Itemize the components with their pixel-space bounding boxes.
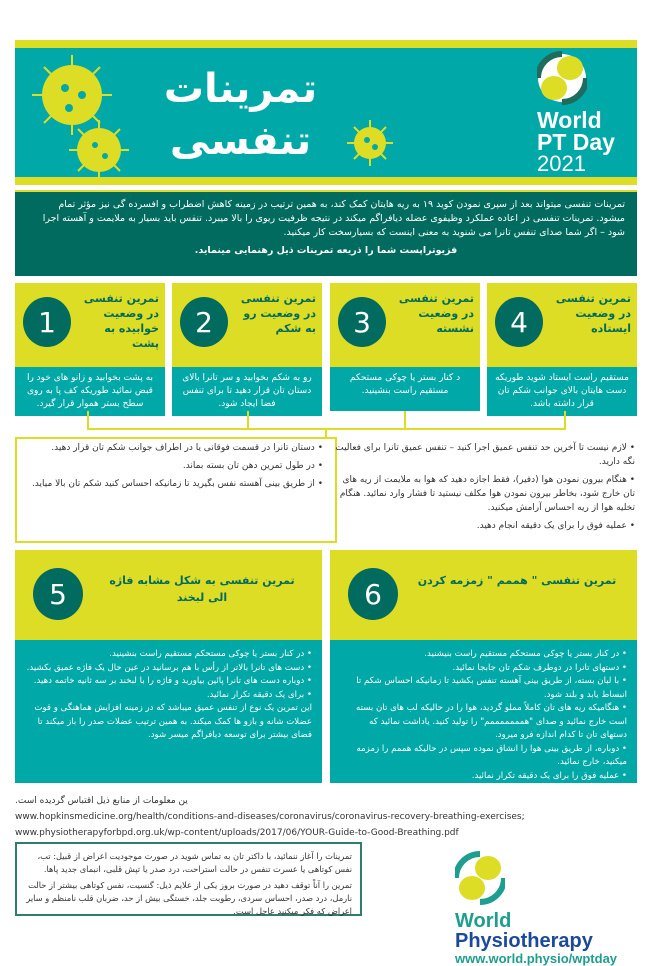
step-item: • دست های تانرا بالاتر از رأس با هم برسانید در عین حال یک فاژه عمیق بکشید. — [25, 662, 312, 676]
step-number: 6 — [348, 568, 398, 620]
exercise-card — [15, 283, 165, 411]
tips-right — [335, 441, 635, 533]
world-pt-day-logo — [537, 50, 627, 175]
world-physiotherapy-logo — [455, 850, 645, 966]
card-body — [330, 640, 637, 783]
warning-box — [15, 842, 362, 916]
source-link[interactable]: www.hopkinsmedicine.org/health/conditions-and-diseases/coronavirus/coronavirus-recovery-breathing-exercises; — [15, 812, 525, 822]
step-item: • با لبان بسته، از طریق بینی آهسته تنفس بکشید تا زمانیکه احساس شکم تا انبساط یابد و بلند شود. — [340, 675, 627, 702]
wpt-logo-icon — [537, 50, 587, 105]
step-item: • هنگامیکه ریه های تان کاملاً مملو گردید، هوا را در حالیکه لب های تان بسته است خارج نمائید و صدای "همممممممم" را تولید کنید. یاداشت نمائید که دستهای تان تا کدام اندازه فرو میرود. — [340, 702, 627, 743]
exercise-card — [330, 283, 480, 411]
card-header — [330, 283, 480, 367]
card-title: تمرین تنفسی در وضعیت ایستاده — [555, 292, 631, 335]
sources-label: ین معلومات از منابع ذیل اقتباس گردیده است. — [15, 796, 188, 806]
warning-text: تمرین را آناً توقف دهید در صورت بروز یکی از علایم ذیل: گنسیت، نفس کوتاهی بیشتر از حالت نارمل، درد صدر، احساس سردی، رطوبت جلد، خستگی بیش از حد، ضربان قلب نامنظم و سایر اعراض که فکر میکنید عاجل است. — [26, 880, 352, 916]
step-item: • دوباره، از طریق بینی هوا را انشاق نموده سپس در حالیکه هممم را زمزمه میکنید، خارج نمائید. — [340, 743, 627, 770]
card-header — [330, 550, 637, 640]
virus-icon — [345, 118, 395, 168]
logo-pt-day: PT Day — [537, 129, 615, 155]
step-number: 2 — [180, 297, 228, 347]
warning-text: تمرینات را آغاز ننمائید، با داکتر تان به تماس شوید در صورت موجودیت اعراض از قبیل: تب، نفس کوتاهی یا عسرت تنفس در حالت استراحت، درد صدر یا تپش قلبی، انبمای جدید پاها. — [37, 851, 352, 874]
card-text: رو به شکم بخوابید و سر تانرا بالای دستان تان قرار دهید تا برای تنفس فضا ایجاد شود. — [172, 367, 322, 416]
step-item: • دوباره دست های تانرا پائین بیاورید و فاژه را با لبخند بر سه ثانیه خاتمه دهید. — [25, 675, 312, 689]
card-text: مستقیم راست ایستاد شوید طوریکه دست هایتان بالای جوانب شکم تان قرار داشته باشد. — [487, 367, 637, 416]
card-header — [172, 283, 322, 367]
tip: • از طریق بینی آهسته نفس بگیرید تا زمانیکه احساس کنید شکم تان بالا میاید. — [23, 477, 323, 491]
sources — [15, 793, 635, 841]
intro-box — [15, 190, 637, 276]
step-number: 4 — [495, 297, 543, 347]
title-line-2: تنفسی — [169, 118, 312, 164]
tip: • لازم نیست تا آخرین حد تنفس عمیق اجرا کنید – تنفس عمیق تانرا برای فعالیت نگه دارید. — [335, 441, 635, 469]
card-text: د کنار بستر یا چوکی مستحکم مستقیم راست بنشینید. — [330, 367, 480, 411]
exercise-card-large — [330, 550, 637, 783]
tip: • در طول تمرین دهن تان بسته بماند. — [23, 459, 323, 473]
card-text: به پشت بخوابید و زانو های خود را قبض نمائید طوریکه کف پا به روی سطح بستر هموار قرار گیرد. — [15, 367, 165, 416]
step-item: • در کنار بستر یا چوکی مستحکم مستقیم راست بنیشنید. — [340, 648, 627, 662]
intro-text: تمرینات تنفسی میتواند بعد از سپری نمودن کوید ۱۹ به ریه هایتان کمک کند، به همین ترتیب در زمینه کاهش اضطراب و افسرده گی نیز مؤثر تمام میشود. تمرینات تنفسی در اعاده عملکرد وظیفوی عضله دیافراگم میکند در نتیجه ظرفیت ریوی را بالا میبرد. تنفس باید بسیار به ملایمت و آهسته اجرا شود – اگر شما صدای تنفس تانرا می شنوید به معنی اینست که بسیارسخت کار میکنید. — [42, 199, 625, 238]
world-physiotherapy-icon — [455, 850, 505, 905]
org-name-2: Physiotherapy — [455, 930, 593, 952]
tips-box — [15, 437, 635, 543]
logo-year: 2021 — [537, 151, 586, 176]
header-banner — [15, 40, 637, 185]
card-title: تمرین تنفسی در وضعیت خوابیده به پشت — [83, 292, 159, 350]
card-title: تمرین تنفسی در وضعیت نشسته — [398, 292, 474, 335]
step-number: 1 — [23, 297, 71, 347]
step-item: • برای یک دقیقه تکرار نمائید. — [25, 689, 312, 703]
step-item: • دستهای تانرا در دوطرف شکم تان جابجا نمائید. — [340, 662, 627, 676]
intro-bold: فزیوتراپست شما را ذریعه تمرینات ذیل رهنمایی مینماید. — [194, 245, 458, 256]
card-title: تمرین تنفسی به شکل مشابه فاژه الی لبخند — [109, 574, 295, 604]
card-header — [15, 283, 165, 367]
step-item: • در کنار بستر یا چوکی مستحکم مستقیم راست بنشینید. — [25, 648, 312, 662]
tips-left — [23, 441, 323, 491]
step-number: 5 — [33, 568, 83, 620]
card-body — [15, 640, 322, 783]
card-title: تمرین تنفسی " هممم " زمزمه کردن — [417, 574, 617, 587]
title-line-1: تمرینات — [163, 66, 318, 112]
exercise-card — [172, 283, 322, 411]
source-link[interactable]: www.physiotherapyforbpd.org.uk/wp-content/uploads/2017/06/YOUR-Guide-to-Good-Breathing.pdf — [15, 828, 459, 838]
exercise-card — [487, 283, 637, 411]
exercise-card-large — [15, 550, 322, 783]
virus-icon — [27, 50, 137, 180]
tip: • عملیه فوق را برای یک دقیقه انجام دهید. — [335, 519, 635, 533]
logo-world: World — [537, 107, 602, 133]
step-item: • عملیه فوق را برای یک دقیقه تکرار نمائید. — [340, 770, 627, 784]
card-title: تمرین تنفسی در وضعیت رو به شکم — [240, 292, 316, 335]
tip: • هنگام بیرون نمودن هوا (دفیر)، فقط اجازه دهید که هوا به ملایمت از ریه های تان خارج شود، بخاطر بیرون نمودن هوا مکلف نیستید تا فشار وارد نمائید. هنگام تخلیه هوا از ریه احساس آرامش میکنید. — [335, 473, 635, 515]
tip: • دستان تانرا در قسمت فوقانی یا در اطراف جوانب شکم تان قرار دهید. — [23, 441, 323, 455]
card-header — [487, 283, 637, 367]
card-note: این تمرین یک نوع از تنفس عمیق میباشد که در زمینه افزایش هماهنگی و قوت عضلات شانه و بازو ها کمک میکند. به همین ترتیب عضلات صدر را باز میکند تا فضای بیشتر برای توسعه دیافراگم میسر شود. — [34, 703, 312, 740]
step-number: 3 — [338, 297, 386, 347]
website-link[interactable]: www.world.physio/wptday — [455, 951, 618, 966]
card-header — [15, 550, 322, 640]
page-title — [153, 63, 328, 167]
org-name-1: World — [455, 910, 512, 932]
